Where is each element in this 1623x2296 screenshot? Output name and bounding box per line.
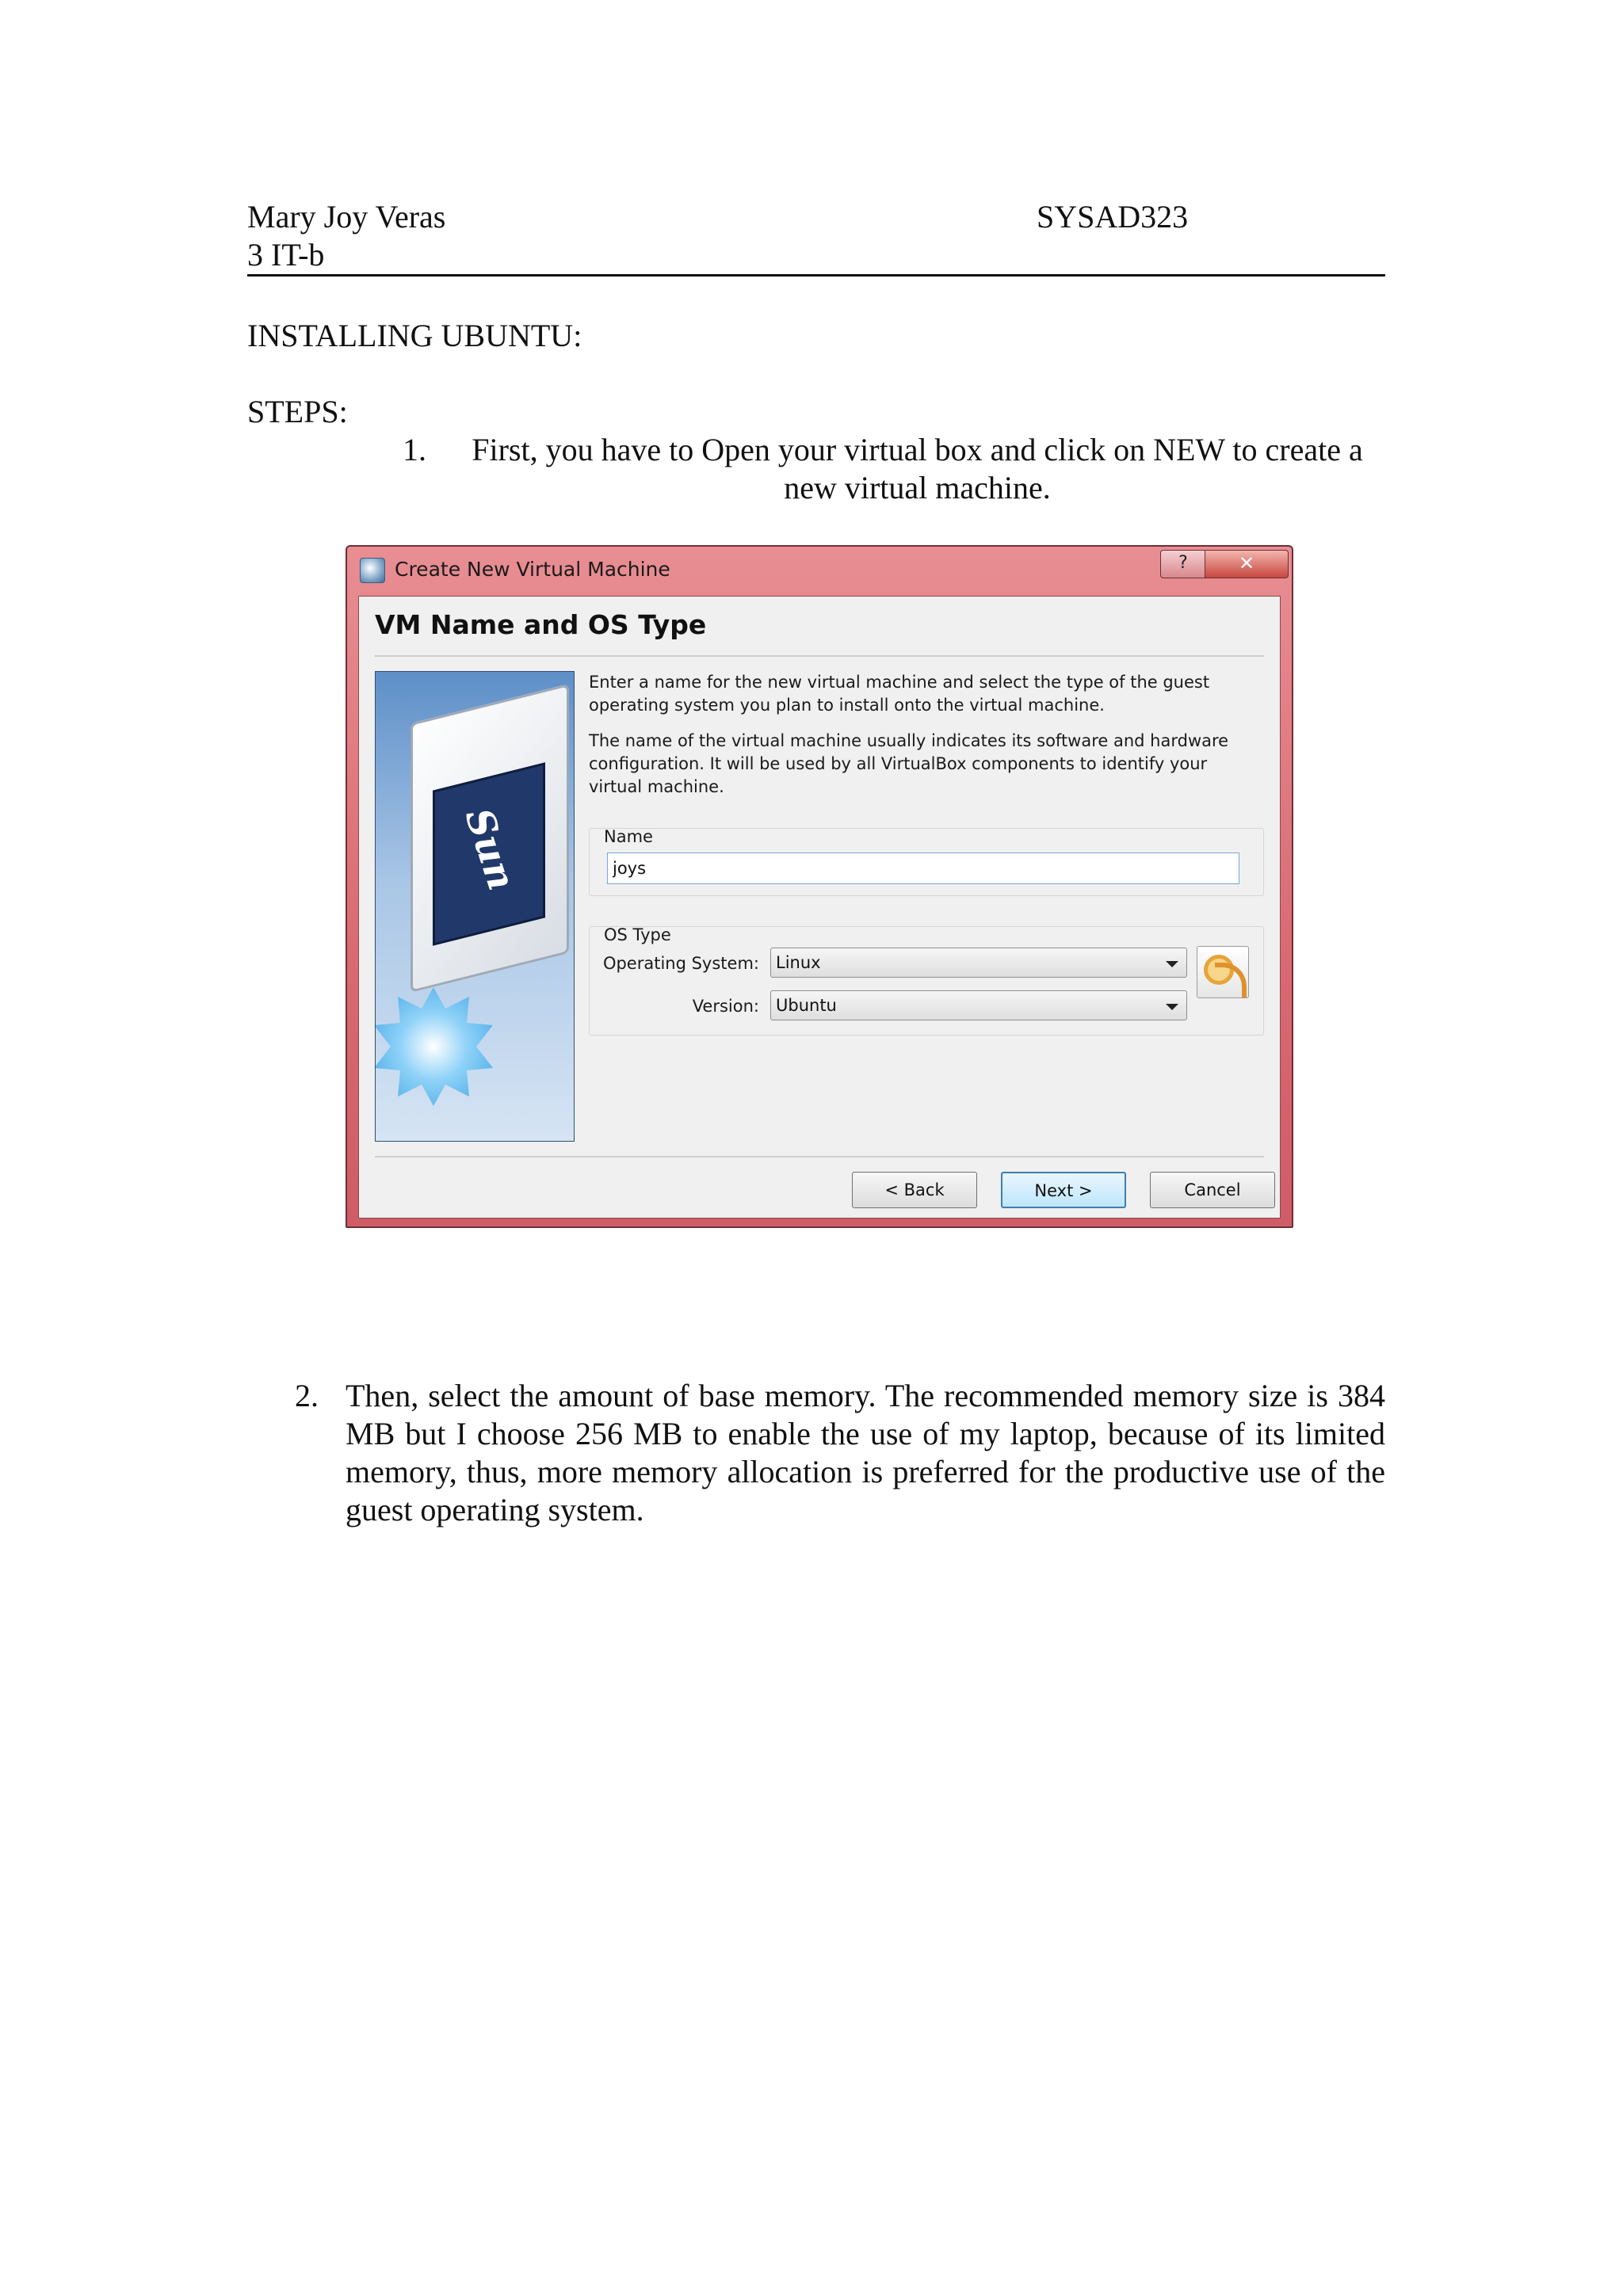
header-section: 3 IT-b: [247, 237, 325, 273]
step-2-text: Then, select the amount of base memory. The recommended memory size is 384 MB but I choose 256 MB to enable the use of my laptop, because of its limited memory, thus, more memory allocation is preferred for the productive use of the guest operating system.: [346, 1378, 1385, 1527]
os-type-group: [589, 926, 1264, 1035]
header-rule: [247, 274, 1385, 277]
wizard-description: [589, 671, 1262, 811]
step-2: [295, 1377, 1385, 1529]
operating-system-label: Operating System:: [602, 954, 759, 973]
chevron-down-icon: [1166, 961, 1178, 967]
version-value: Ubuntu: [776, 996, 837, 1015]
step-1-text: First, you have to Open your virtual box and click on NEW to create a new virtual machine.: [472, 432, 1363, 505]
next-button[interactable]: Next >: [1001, 1172, 1126, 1208]
cancel-button[interactable]: Cancel: [1150, 1172, 1275, 1208]
back-button[interactable]: < Back: [852, 1172, 977, 1208]
wizard-page-title: VM Name and OS Type: [375, 609, 707, 640]
ubuntu-logo-arc: [1215, 963, 1247, 997]
header-author: Mary Joy Veras: [247, 199, 446, 235]
dialog-client: [358, 596, 1281, 1219]
title-separator: [375, 655, 1264, 657]
name-group: [589, 828, 1264, 896]
close-button[interactable]: ✕: [1205, 550, 1289, 578]
starburst-icon: [375, 987, 493, 1106]
steps-label: STEPS:: [247, 394, 348, 429]
dialog-window-title: Create New Virtual Machine: [395, 558, 670, 581]
sun-logo: Sun: [456, 803, 525, 896]
virtualbox-icon: [360, 558, 385, 583]
os-type-group-label: OS Type: [604, 925, 671, 944]
dialog-titlebar[interactable]: [347, 547, 1292, 593]
chevron-down-icon: [1166, 1004, 1178, 1010]
header-course: SYSAD323: [1037, 199, 1189, 235]
screenshot-dialog: [346, 545, 1293, 1228]
document-heading: INSTALLING UBUNTU:: [247, 318, 582, 353]
description-paragraph-1: Enter a name for the new virtual machine and select the type of the guest operating system you plan to install onto the virtual machine.: [589, 673, 1210, 715]
name-group-label: Name: [604, 827, 653, 846]
version-label: Version:: [692, 997, 759, 1016]
ubuntu-logo-icon: [1197, 946, 1249, 998]
step-2-number: 2.: [295, 1378, 319, 1413]
help-button[interactable]: ?: [1160, 550, 1206, 578]
operating-system-value: Linux: [776, 953, 821, 972]
step-1: [403, 431, 1382, 507]
step-1-number: 1.: [403, 432, 426, 467]
wizard-artwork: [375, 671, 575, 1142]
operating-system-select[interactable]: [770, 948, 1187, 978]
version-select[interactable]: [770, 990, 1187, 1020]
vm-name-input[interactable]: [607, 852, 1239, 884]
description-paragraph-2: The name of the virtual machine usually indicates its software and hardware configuration. It will be used by all VirtualBox components to identify your virtual machine.: [589, 731, 1229, 796]
button-separator: [375, 1156, 1264, 1158]
